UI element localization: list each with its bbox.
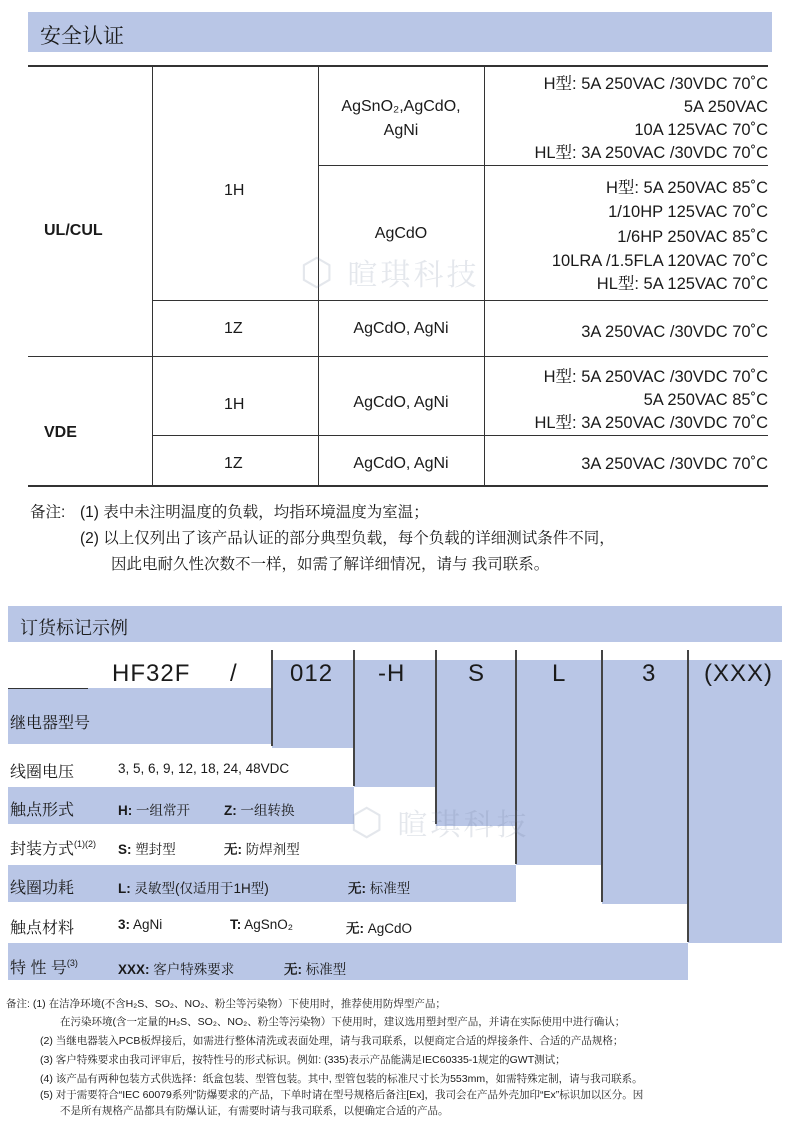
watermark: ⬡ 暄琪科技 [300,252,480,294]
footnote: (3) 客户特殊要求由我司评审后，按特性号的形式标识。例如: (335)表示产品能满足IEC60335-1规定的GWT测试； [40,1054,566,1066]
bracket-line [435,650,437,824]
row-label: 继电器型号 [10,715,91,732]
row-divider [8,688,88,689]
watermark-logo-icon: ⬡ [300,252,337,294]
watermark-logo-icon: ⬡ [350,802,387,844]
row-label: 线圈功耗 [10,880,75,897]
code-part: L [552,660,567,687]
note-2: (2) 以上仅列出了该产品认证的部分典型负载，每个负载的详细测试条件不同， [80,530,615,547]
contact-material: AgCdO, AgNi [353,455,449,472]
row-value: 3, 5, 6, 9, 12, 18, 24, 48VDC [118,761,290,776]
row-value: S: 塑封型 [118,842,176,857]
load-rating: 10A 125VAC 70˚C [634,121,768,139]
watermark: ⬡ 暄琪科技 [350,802,530,844]
code-part: -H [378,660,406,687]
cert-ul-label: UL/CUL [44,222,103,239]
section-title: 订货标记示例 [20,618,128,638]
load-rating: HL型: 3A 250VAC /30VDC 70˚C [534,414,768,432]
footnote: (5) 对于需要符合“IEC 60079系列”防爆要求的产品，下单时请在型号规格后备注[Ex]，我司会在产品外壳加印“Ex”标识加以区分。因 [40,1089,644,1101]
load-rating: 5A 250VAC 85˚C [643,391,768,409]
row-label: 触点材料 [10,920,75,937]
row-value: Z: 一组转换 [224,803,295,818]
contact-material: AgSnO₂,AgCdO, [341,98,461,115]
bracket-box [688,660,782,943]
footnote: (2) 当继电器装入PCB板焊接后，如需进行整体清洗或表面处理，请与我司联系，以便商定合适的焊接条件、合适的产品规格； [40,1035,624,1047]
row-value: XXX: 客户特殊要求 [118,962,235,977]
col-divider [152,65,153,486]
row-value: 无: 标准型 [348,881,411,896]
contact-material: AgNi [383,122,419,139]
notes-prefix: 备注: [30,504,66,521]
contact-form: 1Z [224,455,243,472]
row-label: 封装方式$^{(1)(2)}$ [10,839,97,858]
row-value: L: 灵敏型(仅适用于1H型) [118,881,269,896]
contact-material: AgCdO, AgNi [353,394,449,411]
footnote: 备注: (1) 在洁净环境(不含H₂S、SO₂、NO₂、粉尘等污染物）下使用时，推荐使用防焊型产品； [6,998,446,1010]
load-rating: HL型: 5A 125VAC 70˚C [596,275,768,293]
section-title: 安全认证 [40,25,124,48]
row-band [8,943,688,980]
row-label: 特 性 号$^{(3)}$ [10,958,78,977]
load-rating: 1/6HP 250VAC 85˚C [617,228,768,246]
bracket-line [601,650,603,902]
bracket-line [687,650,689,942]
load-rating: H型: 5A 250VAC /30VDC 70˚C [543,368,768,386]
load-rating: 10LRA /1.5FLA 120VAC 70˚C [551,252,768,270]
section-header-safety [28,12,772,52]
table-top-border [28,65,768,67]
code-part: 012 [290,660,334,687]
contact-form: 1H [224,396,245,413]
row-value: 3: AgNi [118,917,163,932]
code-part: (XXX) [704,660,774,687]
row-label: 线圈电压 [10,764,75,781]
load-rating: H型: 5A 250VAC /30VDC 70˚C [543,75,768,93]
contact-material: AgCdO [374,225,428,242]
bracket-box [602,660,688,904]
code-part: S [468,660,486,687]
row-divider [152,300,768,301]
section-header-order [8,606,782,642]
load-rating: 3A 250VAC /30VDC 70˚C [581,455,768,473]
bracket-line [271,650,273,746]
load-rating: 1/10HP 125VAC 70˚C [608,203,768,221]
row-value: 无: AgCdO [346,921,413,936]
row-value: 无: 标准型 [284,962,347,977]
row-label: 触点形式 [10,802,75,819]
footnote: 在污染环境(含一定量的H₂S、SO₂、NO₂、粉尘等污染物）下使用时，建议选用塑封型产品，并请在实际使用中进行确认； [60,1016,626,1028]
footnote: (4) 该产品有两种包装方式供选择：纸盒包装、型管包装。其中, 型管包装的标准尺寸长为553mm，如需特殊定制，请与我司联系。 [40,1073,643,1085]
code-part: / [230,660,238,687]
load-rating: 5A 250VAC [683,98,768,116]
footnote: 不是所有规格产品都具有防爆认证，有需要时请与我司联系，以便确定合适的产品。 [60,1105,449,1117]
col-divider [484,65,485,486]
note-1: (1) 表中未注明温度的负载，均指环境温度为室温； [80,504,429,521]
load-rating: 3A 250VAC /30VDC 70˚C [581,323,768,341]
row-value: 无: 防焊剂型 [224,842,300,857]
row-value: T: AgSnO₂ [230,917,294,932]
bracket-line [353,650,355,786]
row-divider [28,356,768,357]
contact-form: 1Z [224,320,243,337]
contact-material: AgCdO, AgNi [353,320,449,337]
row-value: H: 一组常开 [118,803,191,818]
load-rating: HL型: 3A 250VAC /30VDC 70˚C [534,144,768,162]
contact-form: 1H [224,182,245,199]
table-bottom-border [28,485,768,487]
code-part: 3 [642,660,657,687]
load-rating: H型: 5A 250VAC 85˚C [605,179,768,197]
cert-vde-label: VDE [44,424,77,441]
code-part: HF32F [112,660,191,687]
note-2b: 因此电耐久性次数不一样，如需了解详细情况，请与 我司联系。 [111,556,550,573]
